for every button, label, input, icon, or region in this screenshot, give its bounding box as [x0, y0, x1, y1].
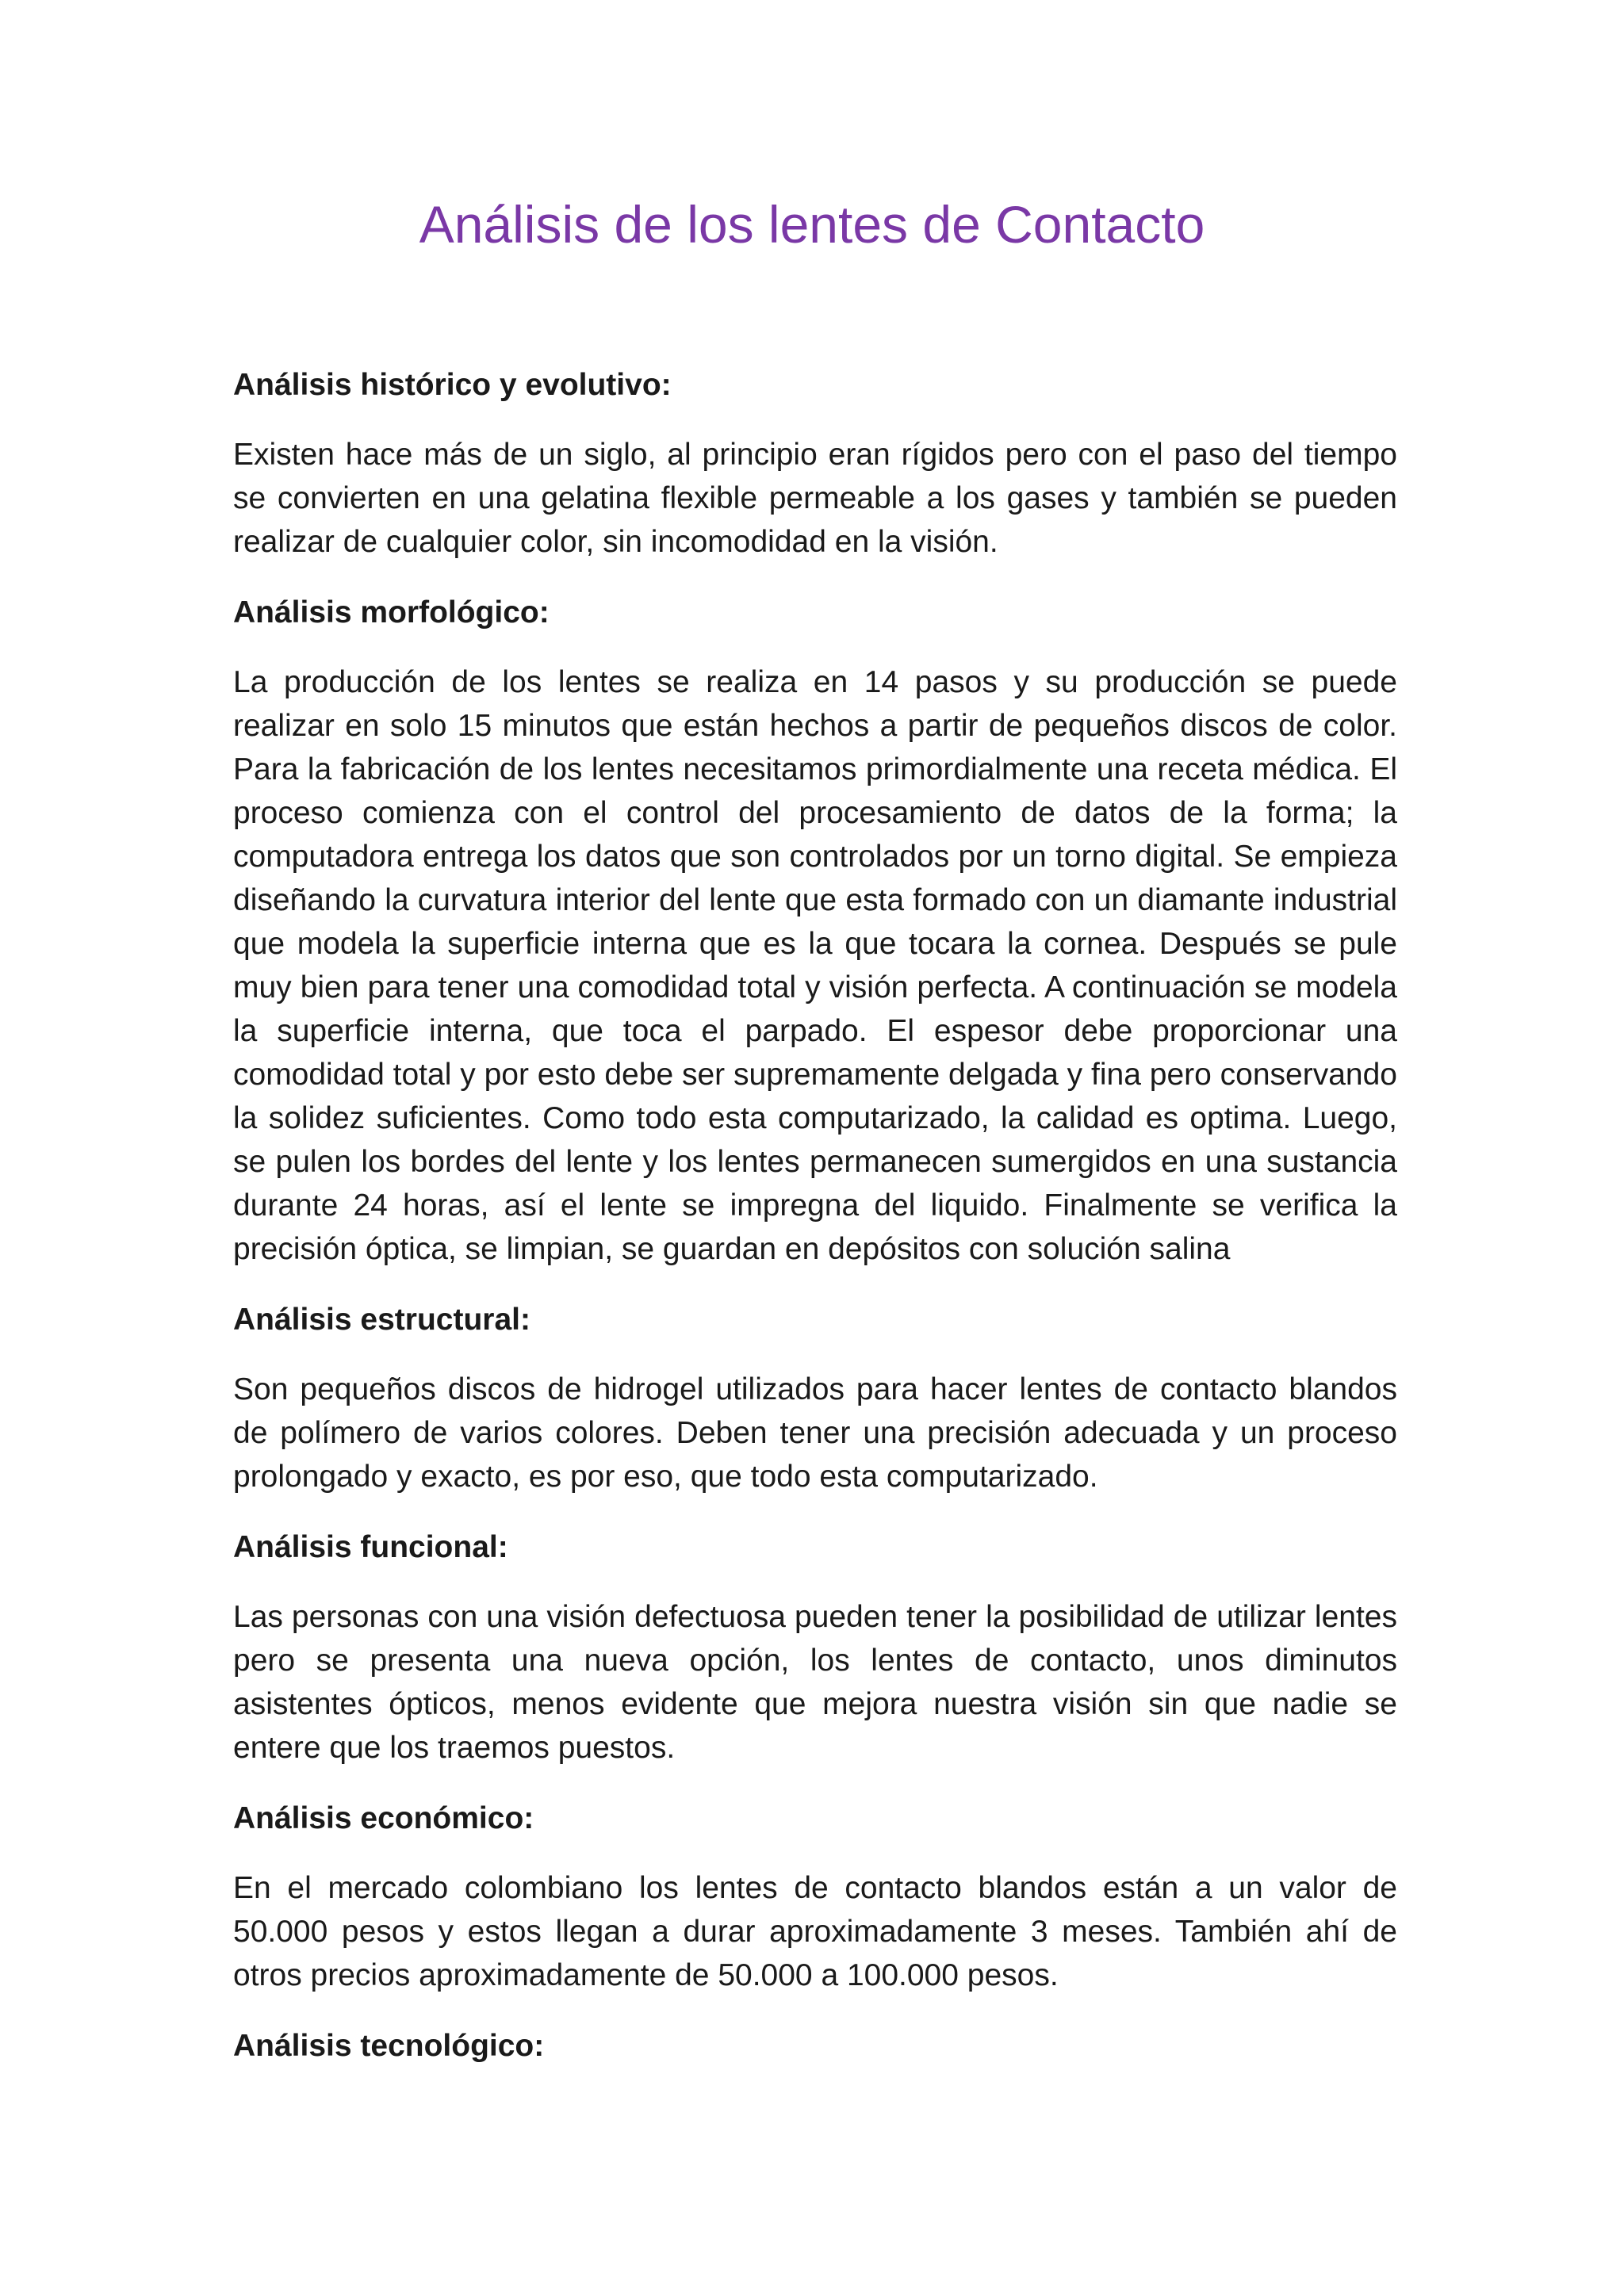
section-heading-tecnologico: Análisis tecnológico: — [233, 2029, 545, 2063]
document-title: Análisis de los lentes de Contacto — [419, 195, 1205, 254]
section-heading-morfologico: Análisis morfológico: — [233, 595, 550, 629]
section-paragraph-estructural: Son pequeños discos de hidrogel utilizados para hacer lentes de contacto blandos de polímero de varios colores. Deben tener una precisión adecuada y un proceso prolongado y exacto, es por eso, que todo esta computarizado. — [233, 1372, 1397, 1494]
section-heading-estructural: Análisis estructural: — [233, 1303, 530, 1337]
section-heading-funcional: Análisis funcional: — [233, 1530, 508, 1564]
section-paragraph-funcional: Las personas con una visión defectuosa pueden tener la posibilidad de utilizar lentes pero se presenta una nueva opción, los lentes de contacto, unos diminutos asistentes ópticos, menos evidente que mejora nuestra visión sin que nadie se entere que los traemos puestos. — [233, 1600, 1397, 1765]
section-paragraph-morfologico: La producción de los lentes se realiza en 14 pasos y su producción se puede realizar en solo 15 minutos que están hechos a partir de pequeños discos de color. Para la fabricación de los lentes necesitamos primordialmente una receta médica. El proceso comienza con el control del procesamiento de datos de la forma; la computadora entrega los datos que son controlados por un torno digital. Se empieza diseñando la curvatura interior del lente que esta formado con un diamante industrial que modela la superficie interna que es la que tocara la cornea. Después se pule muy bien para tener una comodidad total y visión perfecta. A continuación se modela la superficie interna, que toca el parpado. El espesor debe proporcionar una comodidad total y por esto debe ser supremamente delgada y fina pero conservando la solidez suficientes. Como todo esta computarizado, la calidad es optima. Luego, se pulen los bordes del lente y los lentes permanecen sumergidos en una sustancia durante 24 horas, así el lente se impregna del liquido. Finalmente se verifica la precisión óptica, se limpian, se guardan en depósitos con solución salina — [233, 665, 1397, 1266]
section-paragraph-economico: En el mercado colombiano los lentes de contacto blandos están a un valor de 50.000 pesos y estos llegan a durar aproximadamente 3 meses. También ahí de otros precios aproximadamente de 50.000 a 100.000 pesos. — [233, 1871, 1397, 1992]
document-body — [233, 363, 1397, 2068]
section-heading-economico: Análisis económico: — [233, 1801, 534, 1835]
section-heading-historico: Análisis histórico y evolutivo: — [233, 368, 672, 402]
section-paragraph-historico: Existen hace más de un siglo, al principio eran rígidos pero con el paso del tiempo se convierten en una gelatina flexible permeable a los gases y también se pueden realizar de cualquier color, sin incomodidad en la visión. — [233, 438, 1397, 559]
